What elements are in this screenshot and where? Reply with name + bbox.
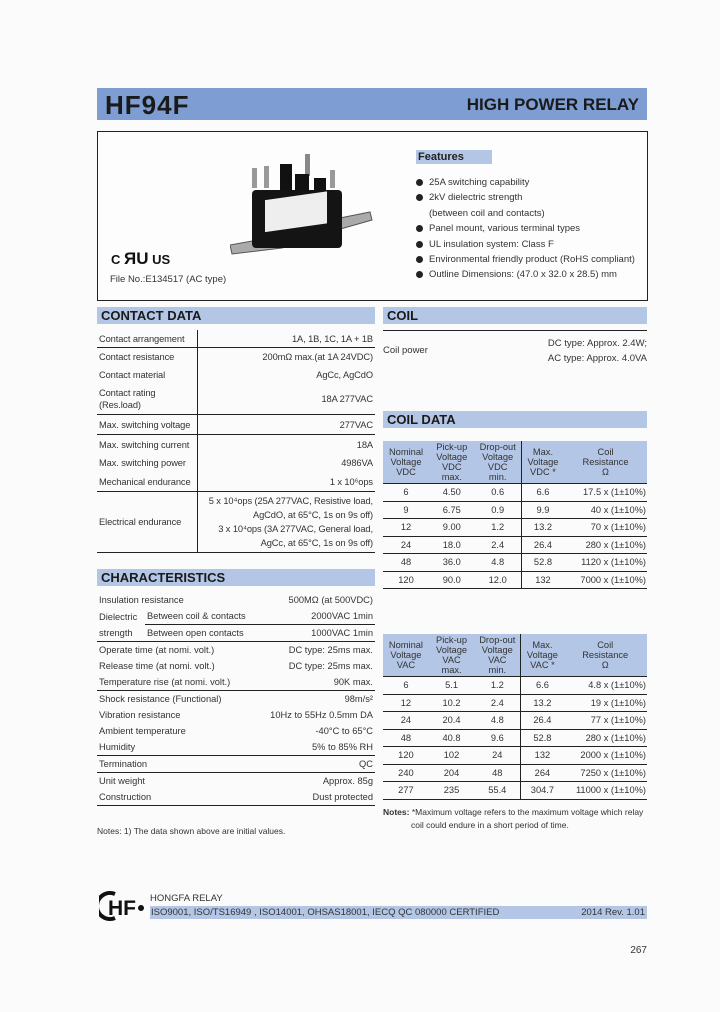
coil-row — [383, 712, 647, 730]
ul-certification-logo: C ЯU US — [111, 249, 171, 268]
coil-row — [383, 571, 647, 589]
char-label: Insulation resistance — [99, 595, 184, 605]
coil-cell: 5.1 — [429, 677, 474, 695]
contact-label: Electrical endurance — [97, 492, 198, 553]
coil-header-row — [383, 634, 647, 677]
coil-cell: 90.0 — [429, 571, 475, 589]
coil-cell: 12 — [383, 519, 429, 537]
contact-label: Max. switching power — [99, 458, 186, 468]
coil-cell: 7250 x (1±10%) — [563, 764, 647, 782]
coil-notes — [383, 806, 643, 832]
char-value: 90K max. — [258, 674, 375, 691]
coil-column-header: Pick-up Voltage VAC max. — [429, 634, 474, 677]
coil-row — [383, 519, 647, 537]
coil-cell: 24 — [383, 712, 429, 730]
coil-data-ac-table — [383, 634, 647, 800]
char-label: Temperature rise (at nomi. volt.) — [97, 674, 258, 691]
coil-cell: 48 — [383, 729, 429, 747]
contact-value: 200mΩ max.(at 1A 24VDC) — [198, 348, 376, 367]
coil-row — [383, 554, 647, 572]
contact-value: 277VAC — [198, 415, 376, 435]
char-row — [97, 674, 375, 691]
characteristics-heading: CHARACTERISTICS — [97, 569, 375, 586]
contact-value: 5 x 10⁴ops (25A 277VAC, Resistive load, AgCdO, at 65°C, 1s on 9s off) 3 x 10⁴ops (3A 277VAC, General load, AgCc, at 65°C, 1s on 9s off) — [198, 492, 376, 553]
char-value: 98m/s² — [344, 694, 373, 704]
coil-cell: 18.0 — [429, 536, 475, 554]
contact-label: Max. switching current — [99, 439, 190, 450]
coil-column-header: Drop-out Voltage VDC min. — [475, 441, 522, 484]
coil-cell: 280 x (1±10%) — [564, 536, 647, 554]
coil-cell: 4.50 — [429, 484, 475, 502]
model-name: HF94F — [105, 90, 190, 120]
coil-cell: 304.7 — [521, 782, 564, 800]
contact-data-heading: CONTACT DATA — [97, 307, 375, 324]
coil-cell: 4.8 x (1±10%) — [563, 677, 647, 695]
feature-item: 25A switching capability — [415, 175, 635, 190]
coil-cell: 6 — [383, 677, 429, 695]
char-sublabel: Between open contacts — [145, 625, 258, 642]
contact-value: 4986VA — [198, 454, 376, 472]
company-name: HONGFA RELAY — [150, 893, 223, 904]
coil-cell: 55.4 — [474, 782, 521, 800]
coil-cell: 7000 x (1±10%) — [564, 571, 647, 589]
coil-cell: 52.8 — [521, 554, 564, 572]
char-label: Humidity — [97, 739, 258, 756]
coil-row — [383, 782, 647, 800]
coil-data-dc-table — [383, 441, 647, 589]
contact-label: Contact rating (Res.load) — [97, 384, 198, 415]
notes-text: *Maximum voltage refers to the maximum voltage which relay — [411, 807, 644, 817]
char-row — [97, 739, 375, 756]
coil-cell: 77 x (1±10%) — [563, 712, 647, 730]
char-row — [97, 723, 375, 739]
coil-cell: 11000 x (1±10%) — [563, 782, 647, 800]
notes-text-2: coil could endure in a short period of time. — [411, 820, 569, 830]
contact-label: Contact arrangement — [97, 330, 198, 348]
svg-text:HF: HF — [108, 897, 136, 920]
char-value: -40°C to 65°C — [315, 726, 373, 736]
char-value: 500MΩ (at 500VDC) — [288, 595, 373, 605]
coil-cell: 2000 x (1±10%) — [563, 747, 647, 765]
coil-cell: 9.00 — [429, 519, 475, 537]
feature-item: Environmental friendly product (RoHS compliant) — [415, 252, 635, 267]
coil-cell: 10.2 — [429, 694, 474, 712]
char-label: Release time (at nomi. volt.) — [99, 661, 215, 671]
coil-cell: 48 — [474, 764, 521, 782]
contact-value: 1 x 10⁶ops — [198, 472, 376, 492]
coil-column-header: Coil Resistance Ω — [563, 634, 647, 677]
coil-cell: 2.4 — [475, 536, 522, 554]
contact-row — [97, 435, 375, 455]
coil-cell: 70 x (1±10%) — [564, 519, 647, 537]
coil-cell: 26.4 — [521, 712, 564, 730]
coil-cell: 240 — [383, 764, 429, 782]
coil-cell: 9.6 — [474, 729, 521, 747]
hongfa-logo — [99, 891, 145, 921]
coil-cell: 40 x (1±10%) — [564, 501, 647, 519]
coil-cell: 9.9 — [521, 501, 564, 519]
contact-row — [97, 415, 375, 435]
feature-item: Panel mount, various terminal types — [415, 221, 635, 236]
characteristics-notes: Notes: 1) The data shown above are initial values. — [97, 826, 286, 836]
contact-value: 18A 277VAC — [198, 384, 376, 415]
contact-label: Max. switching voltage — [97, 415, 198, 435]
coil-cell: 132 — [521, 571, 564, 589]
dielectric-label — [97, 608, 145, 642]
coil-power-ac: AC type: Approx. 4.0VA — [547, 353, 647, 364]
char-label: Operate time (at nomi. volt.) — [99, 645, 215, 655]
coil-cell: 19 x (1±10%) — [563, 694, 647, 712]
coil-header-row — [383, 441, 647, 484]
coil-heading: COIL — [383, 307, 647, 324]
char-row — [97, 789, 375, 806]
coil-cell: 120 — [383, 747, 429, 765]
coil-cell: 120 — [383, 571, 429, 589]
char-label: Unit weight — [99, 776, 145, 786]
coil-cell: 9 — [383, 501, 429, 519]
coil-cell: 280 x (1±10%) — [563, 729, 647, 747]
coil-cell: 132 — [521, 747, 564, 765]
coil-cell: 17.5 x (1±10%) — [564, 484, 647, 502]
char-value: Dust protected — [258, 789, 375, 806]
revision: 2014 Rev. 1.01 — [581, 907, 645, 918]
contact-value: 18A — [198, 435, 376, 455]
coil-cell: 13.2 — [521, 694, 564, 712]
coil-power-values — [548, 336, 647, 366]
char-value: 2000VAC 1min — [258, 608, 375, 625]
coil-row — [383, 501, 647, 519]
contact-data-table — [97, 330, 375, 553]
coil-cell: 12 — [383, 694, 429, 712]
coil-column-header: Max. Voltage VDC * — [521, 441, 564, 484]
char-value: Approx. 85g — [322, 776, 373, 786]
coil-cell: 1.2 — [474, 677, 521, 695]
coil-cell: 6 — [383, 484, 429, 502]
page-title: HIGH POWER RELAY — [466, 95, 639, 114]
relay-product-image — [230, 150, 380, 260]
coil-column-header: Drop-out Voltage VAC min. — [474, 634, 521, 677]
char-value: 1000VAC 1min — [258, 625, 375, 642]
char-value: 10Hz to 55Hz 0.5mm DA — [270, 710, 373, 720]
page-number: 267 — [630, 945, 647, 956]
feature-item: 2kV dielectric strength — [415, 190, 635, 205]
coil-cell: 4.8 — [474, 712, 521, 730]
feature-item: (between coil and contacts) — [429, 207, 545, 219]
coil-cell: 1.2 — [475, 519, 522, 537]
coil-cell: 6.6 — [521, 677, 564, 695]
coil-cell: 52.8 — [521, 729, 564, 747]
contact-row — [97, 492, 375, 553]
coil-row — [383, 764, 647, 782]
coil-cell: 0.9 — [475, 501, 522, 519]
coil-cell: 4.8 — [475, 554, 522, 572]
char-label: Termination — [97, 756, 258, 773]
dielectric-label-line1: Dielectric — [99, 611, 138, 622]
char-row — [97, 707, 375, 723]
coil-cell: 12.0 — [475, 571, 522, 589]
contact-label: Mechanical endurance — [97, 472, 198, 492]
coil-cell: 235 — [429, 782, 474, 800]
coil-cell: 20.4 — [429, 712, 474, 730]
char-sublabel: Between coil & contacts — [145, 608, 258, 625]
dielectric-label-line2: strength — [99, 627, 133, 638]
contact-label: Contact material — [99, 370, 166, 380]
char-value: QC — [258, 756, 375, 773]
char-label: Ambient temperature — [99, 726, 186, 736]
coil-cell: 2.4 — [474, 694, 521, 712]
coil-data-heading: COIL DATA — [383, 411, 647, 428]
coil-cell: 264 — [521, 764, 564, 782]
coil-cell: 102 — [429, 747, 474, 765]
features-list — [415, 175, 635, 283]
contact-row — [97, 366, 375, 384]
coil-cell: 40.8 — [429, 729, 474, 747]
notes-label: Notes: — [383, 807, 410, 817]
coil-cell: 6.6 — [521, 484, 564, 502]
coil-row — [383, 747, 647, 765]
coil-cell: 204 — [429, 764, 474, 782]
feature-item: UL insulation system: Class F — [415, 237, 635, 252]
char-row — [97, 642, 375, 659]
coil-column-header: Nominal Voltage VAC — [383, 634, 429, 677]
contact-row — [97, 348, 375, 367]
coil-cell: 36.0 — [429, 554, 475, 572]
char-row — [97, 773, 375, 790]
contact-label: Contact resistance — [99, 352, 175, 362]
coil-cell: 24 — [383, 536, 429, 554]
coil-cell: 26.4 — [521, 536, 564, 554]
feature-item: Outline Dimensions: (47.0 x 32.0 x 28.5) mm — [415, 267, 635, 282]
coil-cell: 0.6 — [475, 484, 522, 502]
file-number: File No.:E134517 (AC type) — [110, 274, 227, 285]
coil-cell: 13.2 — [521, 519, 564, 537]
char-row — [97, 691, 375, 708]
coil-row — [383, 677, 647, 695]
contact-row — [97, 330, 375, 348]
coil-column-header: Nominal Voltage VDC — [383, 441, 429, 484]
char-label: Shock resistance (Functional) — [99, 694, 222, 704]
contact-value: 1A, 1B, 1C, 1A + 1B — [198, 330, 376, 348]
coil-power-dc: DC type: Approx. 2.4W; — [547, 338, 647, 349]
coil-cell: 48 — [383, 554, 429, 572]
coil-power-label: Coil power — [383, 345, 428, 356]
features-heading: Features — [416, 150, 492, 164]
char-row — [97, 756, 375, 773]
contact-row — [97, 472, 375, 492]
char-label: Construction — [97, 789, 258, 806]
coil-column-header: Pick-up Voltage VDC max. — [429, 441, 475, 484]
coil-cell: 6.75 — [429, 501, 475, 519]
certifications: ISO9001, ISO/TS16949 , ISO14001, OHSAS18001, IECQ QC 080000 CERTIFIED — [151, 907, 500, 918]
contact-row — [97, 454, 375, 472]
coil-row — [383, 484, 647, 502]
coil-cell: 24 — [474, 747, 521, 765]
certification-bar — [150, 906, 647, 919]
coil-row — [383, 694, 647, 712]
coil-column-header: Coil Resistance Ω — [564, 441, 647, 484]
char-row — [97, 658, 375, 674]
contact-value: AgCc, AgCdO — [198, 366, 376, 384]
coil-cell: 1120 x (1±10%) — [564, 554, 647, 572]
char-label: Vibration resistance — [99, 710, 181, 720]
title-bar — [97, 88, 647, 120]
char-value: DC type: 25ms max. — [288, 645, 373, 655]
char-value: 5% to 85% RH — [258, 739, 375, 756]
coil-row — [383, 729, 647, 747]
contact-row — [97, 384, 375, 415]
coil-cell: 277 — [383, 782, 429, 800]
char-value: DC type: 25ms max. — [288, 661, 373, 671]
characteristics-table — [97, 592, 375, 806]
coil-row — [383, 536, 647, 554]
coil-column-header: Max. Voltage VAC * — [521, 634, 564, 677]
